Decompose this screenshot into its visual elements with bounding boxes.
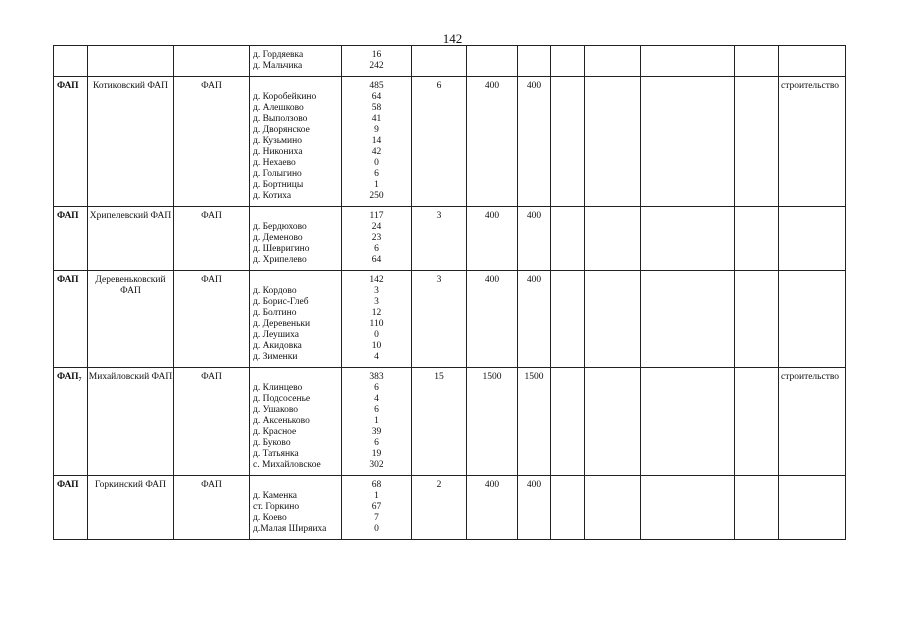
column-6-cell (467, 77, 518, 207)
village-name: д. Каменка (253, 491, 298, 501)
column-5-cell (412, 368, 467, 476)
facility-type: ФАП (57, 211, 79, 221)
facility-kind: ФАП (201, 480, 222, 490)
facility-name: Хрипелевский ФАП (89, 211, 172, 221)
column-5-value: 15 (434, 372, 444, 382)
facility-kind: ФАП (201, 211, 222, 221)
village-population: 42 (371, 147, 382, 157)
column-7-cell (518, 271, 551, 368)
village-population: 250 (369, 191, 384, 201)
cell-empty (641, 207, 735, 271)
village-population: 302 (369, 460, 384, 470)
village-population: 4 (374, 394, 379, 404)
facility-name: Деревеньковский ФАП (95, 275, 166, 296)
cell-empty (735, 46, 779, 77)
facility-name: Горкинский ФАП (95, 480, 166, 490)
facility-kind: ФАП (201, 275, 222, 285)
village-name: д. Болтино (253, 308, 297, 318)
village-name: с. Михайловское (253, 460, 321, 470)
facility-name-cell (88, 207, 174, 271)
column-6-value: 400 (484, 275, 500, 285)
table-row (54, 207, 846, 271)
village-name: д. Коево (253, 513, 287, 523)
facility-kind: ФАП (201, 372, 222, 382)
cell-empty (54, 46, 88, 77)
village-name: д. Кузьмино (253, 136, 302, 146)
village-name: д. Деревеньки (253, 319, 311, 329)
village-name: д. Красное (253, 427, 297, 437)
facility-type: ФАП₇ (57, 372, 82, 382)
cell-empty (779, 46, 846, 77)
facility-type: ФАП (57, 275, 79, 285)
note-cell (779, 207, 846, 271)
column-6-cell (467, 271, 518, 368)
facility-kind-cell (174, 476, 250, 540)
village-name: д. Акидовка (253, 341, 302, 351)
cell-empty (641, 46, 735, 77)
cell-empty (518, 46, 551, 77)
village-name: д. Подсосенье (253, 394, 311, 404)
cell-empty (551, 77, 585, 207)
note-cell (779, 476, 846, 540)
facility-name-cell (88, 368, 174, 476)
population-cell (342, 77, 412, 207)
village-population: 1 (374, 491, 379, 501)
village-population: 110 (369, 319, 384, 329)
village-population: 3 (374, 297, 379, 307)
column-7-value: 400 (526, 211, 542, 221)
village-name: ст. Горкино (253, 502, 300, 512)
villages-cell (250, 77, 342, 207)
facility-type-cell (54, 271, 88, 368)
note-text: строительство (781, 372, 840, 382)
cell-empty (735, 368, 779, 476)
facility-name-cell (88, 271, 174, 368)
facility-type-cell (54, 368, 88, 476)
facility-kind: ФАП (201, 81, 222, 91)
cell-empty (551, 368, 585, 476)
cell-empty (641, 476, 735, 540)
column-6-value: 400 (484, 211, 500, 221)
column-6-cell (467, 476, 518, 540)
village-name: д. Татьянка (253, 449, 299, 459)
facility-name: Михайловский ФАП (88, 372, 173, 382)
column-7-value: 400 (526, 275, 542, 285)
village-name: д. Деменово (253, 233, 303, 243)
table-row (54, 368, 846, 476)
village-population: 1 (374, 180, 379, 190)
villages-cell (250, 46, 342, 77)
column-5-value: 3 (436, 275, 442, 285)
column-7-value: 400 (526, 81, 542, 91)
village-population: 4 (374, 352, 379, 362)
village-name: д. Леушиха (253, 330, 299, 340)
table-row (54, 77, 846, 207)
village-population: 6 (374, 244, 379, 254)
population-cell (342, 476, 412, 540)
note-cell (779, 368, 846, 476)
village-name: д. Котиха (253, 191, 292, 201)
cell-empty (551, 207, 585, 271)
column-5-cell (412, 271, 467, 368)
village-population: 242 (369, 61, 384, 71)
facility-type-cell (54, 476, 88, 540)
village-population: 3 (374, 286, 379, 296)
total-population: 142 (369, 275, 384, 285)
village-name: д. Алешково (253, 103, 304, 113)
village-population: 1 (374, 416, 379, 426)
village-population: 10 (371, 341, 382, 351)
village-name: д. Аксеньково (253, 416, 310, 426)
note-cell (779, 77, 846, 207)
village-name: д. Шевригино (253, 244, 310, 254)
village-name: д. Никонихa (253, 147, 303, 157)
cell-empty (412, 46, 467, 77)
column-5-cell (412, 207, 467, 271)
page-number: 142 (442, 31, 463, 46)
note-cell (779, 271, 846, 368)
total-population: 485 (369, 81, 384, 91)
cell-empty (585, 368, 641, 476)
village-name: д. Зименки (253, 352, 298, 362)
village-name: д. Бердюхово (253, 222, 307, 232)
village-name: д. Ушаково (253, 405, 299, 415)
column-6-cell (467, 207, 518, 271)
village-population: 6 (374, 383, 379, 393)
cell-empty (174, 46, 250, 77)
village-population: 0 (374, 158, 379, 168)
facility-type-cell (54, 77, 88, 207)
note-text: строительство (781, 81, 840, 91)
village-population: 7 (374, 513, 379, 523)
facility-type: ФАП (57, 81, 79, 91)
cell-empty (551, 476, 585, 540)
village-population: 0 (374, 330, 379, 340)
cell-empty (551, 271, 585, 368)
village-name: д. Нехаево (253, 158, 296, 168)
cell-empty (735, 77, 779, 207)
village-name: д. Бортницы (253, 180, 304, 190)
village-population: 14 (371, 136, 382, 146)
village-population: 64 (371, 255, 382, 265)
villages-cell (250, 368, 342, 476)
facility-type: ФАП (57, 480, 79, 490)
cell-empty (585, 271, 641, 368)
column-7-cell (518, 77, 551, 207)
cell-empty (467, 46, 518, 77)
village-name: д. Кордово (253, 286, 297, 296)
facilities-table (53, 45, 846, 540)
cell-empty (735, 476, 779, 540)
column-7-cell (518, 476, 551, 540)
village-population: 58 (371, 103, 382, 113)
cell-empty (585, 77, 641, 207)
column-6-cell (467, 368, 518, 476)
villages-cell (250, 207, 342, 271)
village-population: 64 (371, 92, 382, 102)
cell-empty (585, 476, 641, 540)
facility-name-cell (88, 476, 174, 540)
column-6-value: 400 (484, 81, 500, 91)
cell-empty (585, 207, 641, 271)
cell-empty (551, 46, 585, 77)
village-name: д. Дворянское (253, 125, 310, 135)
village-name: д. Буково (253, 438, 291, 448)
facility-name-cell (88, 77, 174, 207)
column-5-value: 3 (436, 211, 442, 221)
column-5-value: 2 (436, 480, 442, 490)
facility-kind-cell (174, 77, 250, 207)
villages-cell (250, 476, 342, 540)
total-population: 68 (371, 480, 382, 490)
village-name: д. Выползово (253, 114, 308, 124)
cell-empty (735, 207, 779, 271)
column-7-value: 400 (526, 480, 542, 490)
column-7-cell (518, 368, 551, 476)
column-7-cell (518, 207, 551, 271)
village-population: 6 (374, 169, 379, 179)
cell-empty (735, 271, 779, 368)
facility-kind-cell (174, 271, 250, 368)
village-population: 9 (374, 125, 379, 135)
village-population: 67 (371, 502, 382, 512)
village-name: д. Гордяевка (253, 50, 304, 60)
villages-cell (250, 271, 342, 368)
column-6-value: 400 (484, 480, 500, 490)
village-population: 39 (371, 427, 382, 437)
population-cell (342, 271, 412, 368)
village-name: д. Клинцево (253, 383, 303, 393)
cell-empty (88, 46, 174, 77)
cell-empty (641, 368, 735, 476)
table-row-continuation (54, 46, 846, 77)
total-population: 117 (369, 211, 384, 221)
village-population: 6 (374, 438, 379, 448)
cell-empty (641, 271, 735, 368)
village-name: д. Мальчика (253, 61, 303, 71)
cell-empty (585, 46, 641, 77)
village-population: 0 (374, 524, 379, 534)
village-name: д. Борис-Глеб (253, 297, 309, 307)
cell-empty (641, 77, 735, 207)
village-population: 23 (371, 233, 382, 243)
facility-type-cell (54, 207, 88, 271)
facility-kind-cell (174, 368, 250, 476)
table-body (54, 46, 846, 540)
population-cell (342, 207, 412, 271)
village-population: 41 (371, 114, 382, 124)
table-row (54, 271, 846, 368)
column-5-cell (412, 476, 467, 540)
village-population: 24 (371, 222, 382, 232)
column-5-value: 6 (436, 81, 442, 91)
village-name: д. Коробейкино (253, 92, 317, 102)
facility-name: Котиковский ФАП (92, 81, 169, 91)
population-cell (342, 46, 412, 77)
village-population: 12 (371, 308, 382, 318)
column-7-value: 1500 (524, 372, 544, 382)
village-name: д.Малая Ширяиха (253, 524, 327, 534)
population-cell (342, 368, 412, 476)
village-name: д. Голыгино (253, 169, 302, 179)
total-population: 383 (369, 372, 384, 382)
column-5-cell (412, 77, 467, 207)
village-population: 6 (374, 405, 379, 415)
column-6-value: 1500 (482, 372, 502, 382)
village-name: д. Хрипелево (253, 255, 307, 265)
village-population: 16 (371, 50, 382, 60)
table-row (54, 476, 846, 540)
facility-kind-cell (174, 207, 250, 271)
village-population: 19 (371, 449, 382, 459)
